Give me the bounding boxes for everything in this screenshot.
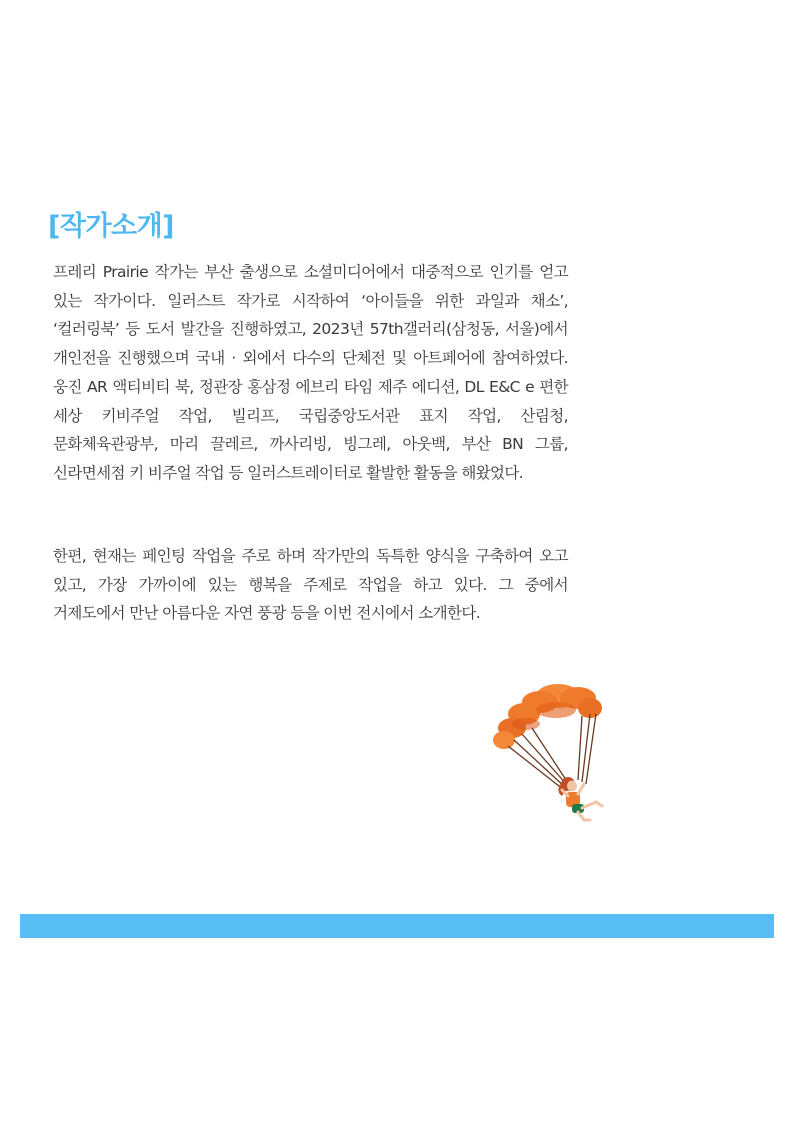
paraglider-illustration xyxy=(486,680,618,830)
accent-bar xyxy=(20,914,774,938)
section-title: [작가소개] xyxy=(48,211,175,242)
bio-paragraph-1: 프레리 Prairie 작가는 부산 출생으로 소셜미디어에서 대중적으로 인기를 얻고 있는 작가이다. 일러스트 작가로 시작하여 ‘아이들을 위한 과일과 채소’, ‘컬러링북’ 등 도서 발간을 진행하였고, 2023년 57th갤러리(삼청동, 서울)에서 개인전을 진행했으며 국내 · 외에서 다수의 단체전 및 아트페어에 참여하였다. 웅진 AR 액티비티 북, 정관장 홍삼정 에브리 타임 제주 에디션, DL E&C e 편한 세상 키비주얼 작업, 빌리프, 국립중앙도서관 표지 작업, 산림청, 문화체육관광부, 마리 끌레르, 까사리빙, 빙그레, 아웃백, 부산 BN 그룹, 신라면세점 키 비주얼 작업 등 일러스트레이터로 활발한 활동을 해왔었다. xyxy=(53,263,568,482)
paraglider-figure xyxy=(558,777,602,820)
paraglider-icon xyxy=(486,680,618,830)
canopy xyxy=(493,684,602,749)
bio-paragraph-2: 한편, 현재는 페인팅 작업을 주로 하며 작가만의 독특한 양식을 구축하여 오고 있고, 가장 가까이에 있는 행복을 주제로 작업을 하고 있다. 그 중에서 거제도에서 만난 아름다운 자연 풍광 등을 이번 전시에서 소개한다. xyxy=(53,547,568,623)
